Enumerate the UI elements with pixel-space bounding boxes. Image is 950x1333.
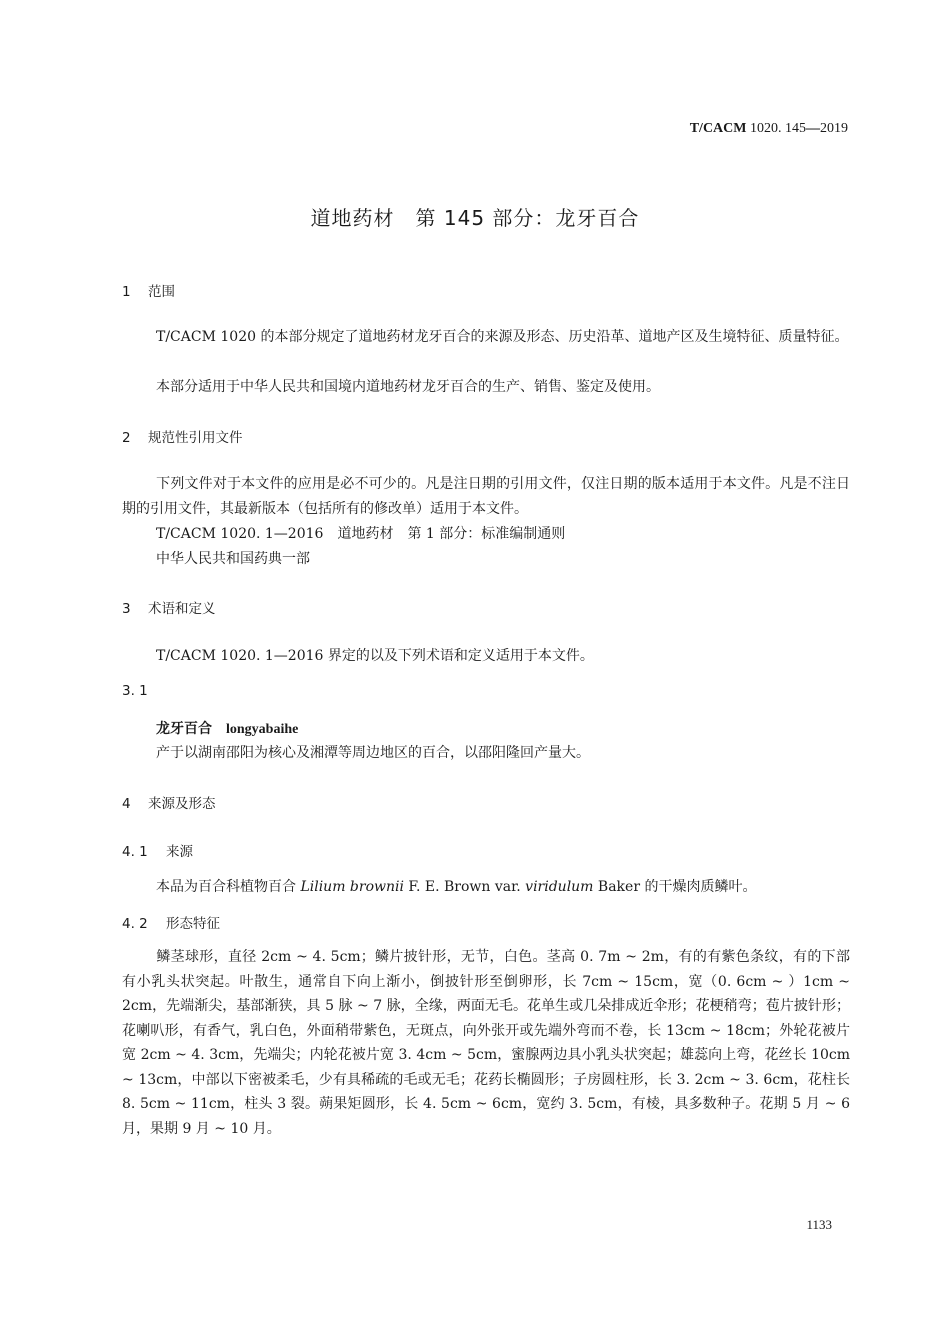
section-title: 术语和定义 (148, 601, 216, 617)
term-definition: 产于以湖南邵阳为核心及湘潭等周边地区的百合，以邵阳隆回产量大。 (156, 745, 590, 761)
section-3-heading (122, 597, 216, 617)
scope-paragraph-2: 本部分适用于中华人民共和国境内道地药材龙牙百合的生产、销售、鉴定及使用。 (156, 379, 660, 395)
section-title: 范围 (148, 284, 175, 300)
term-entry (156, 718, 298, 738)
section-2-heading (122, 426, 243, 446)
scope-paragraph-1: T/CACM 1020 的本部分规定了道地药材龙牙百合的来源及形态、历史沿革、道地产区及生境特征、质量特征。 (156, 329, 849, 345)
document-code-prefix: T/CACM (689, 121, 747, 136)
subsection-4-2-heading (122, 912, 220, 932)
document-code-year: 2019 (820, 121, 848, 136)
references-paragraph: 下列文件对于本文件的应用是必不可少的。凡是注日期的引用文件，仅注日期的版本适用于本文件。凡是不注日期的引用文件，其最新版本（包括所有的修改单）适用于本文件。 (122, 476, 850, 517)
page-number: 1133 (806, 1217, 832, 1232)
section-number: 1 (122, 284, 131, 300)
subsection-title: 来源 (166, 844, 193, 860)
term-english: longyabaihe (226, 722, 299, 737)
subsection-number: 4. 1 (122, 844, 148, 860)
section-4-heading (122, 792, 216, 812)
section-number: 2 (122, 430, 131, 446)
terms-paragraph: T/CACM 1020. 1—2016 界定的以及下列术语和定义适用于本文件。 (156, 648, 594, 664)
section-number: 4 (122, 796, 131, 812)
subsection-number: 4. 2 (122, 916, 148, 932)
morphology-paragraph: 鳞茎球形，直径 2cm ~ 4. 5cm；鳞片披针形，无节，白色。茎高 0. 7m ~ 2m，有的有紫色条纹，有的下部有小乳头状突起。叶散生，通常自下向上渐小，倒披针形至倒卵形，长 7cm ~ 15cm，宽（0. 6cm ~ ）1cm ~ 2cm，先端渐尖，基部渐狭，具 5 脉 ~ 7 脉，全缘，两面无毛。花单生或几朵排成近伞形；花梗稍弯；苞片披针形；花喇叭形，有香气，乳白色，外面稍带紫色，无斑点，向外张开或先端外弯而不卷，长 13cm ~ 18cm；外轮花被片宽 2cm ~ 4. 3cm，先端尖；内轮花被片宽 3. 4cm ~ 5cm，蜜腺两边具小乳头状突起；雄蕊向上弯，花丝长 10cm ~ 13cm，中部以下密被柔毛，少有具稀疏的毛或无毛；花药长椭圆形；子房圆柱形，长 3. 2cm ~ 3. 6cm，花柱长 8. 5cm ~ 11cm，柱头 3 裂。蒴果矩圆形，长 4. 5cm ~ 6cm，宽约 3. 5cm，有棱，具多数种子。花期 5 月 ~ 6 月，果期 9 月 ~ 10 月。 (122, 949, 850, 1137)
document-code-separator: — (806, 121, 820, 136)
reference-item-1: T/CACM 1020. 1—2016 道地药材 第 1 部分：标准编制通则 (156, 526, 566, 542)
reference-item-2: 中华人民共和国药典一部 (156, 551, 310, 567)
subsection-title: 形态特征 (166, 916, 220, 932)
section-number: 3 (122, 601, 131, 617)
term-chinese: 龙牙百合 (156, 721, 212, 737)
document-code-number: 1020. 145 (746, 121, 806, 136)
section-title: 来源及形态 (148, 796, 216, 812)
document-code (690, 121, 848, 137)
source-paragraph: 本品为百合科植物百合 Lilium brownii F. E. Brown var. viridulum Baker 的干燥肉质鳞叶。 (156, 879, 757, 895)
page-title: 道地药材 第 145 部分：龙牙百合 (310, 206, 640, 230)
subsection-3-1-number: 3. 1 (122, 683, 148, 699)
latin-name-species: Lilium brownii (300, 879, 404, 895)
subsection-4-1-heading (122, 840, 193, 860)
section-1-heading (122, 280, 175, 300)
latin-name-variety: viridulum (525, 879, 594, 895)
section-title: 规范性引用文件 (148, 430, 243, 446)
